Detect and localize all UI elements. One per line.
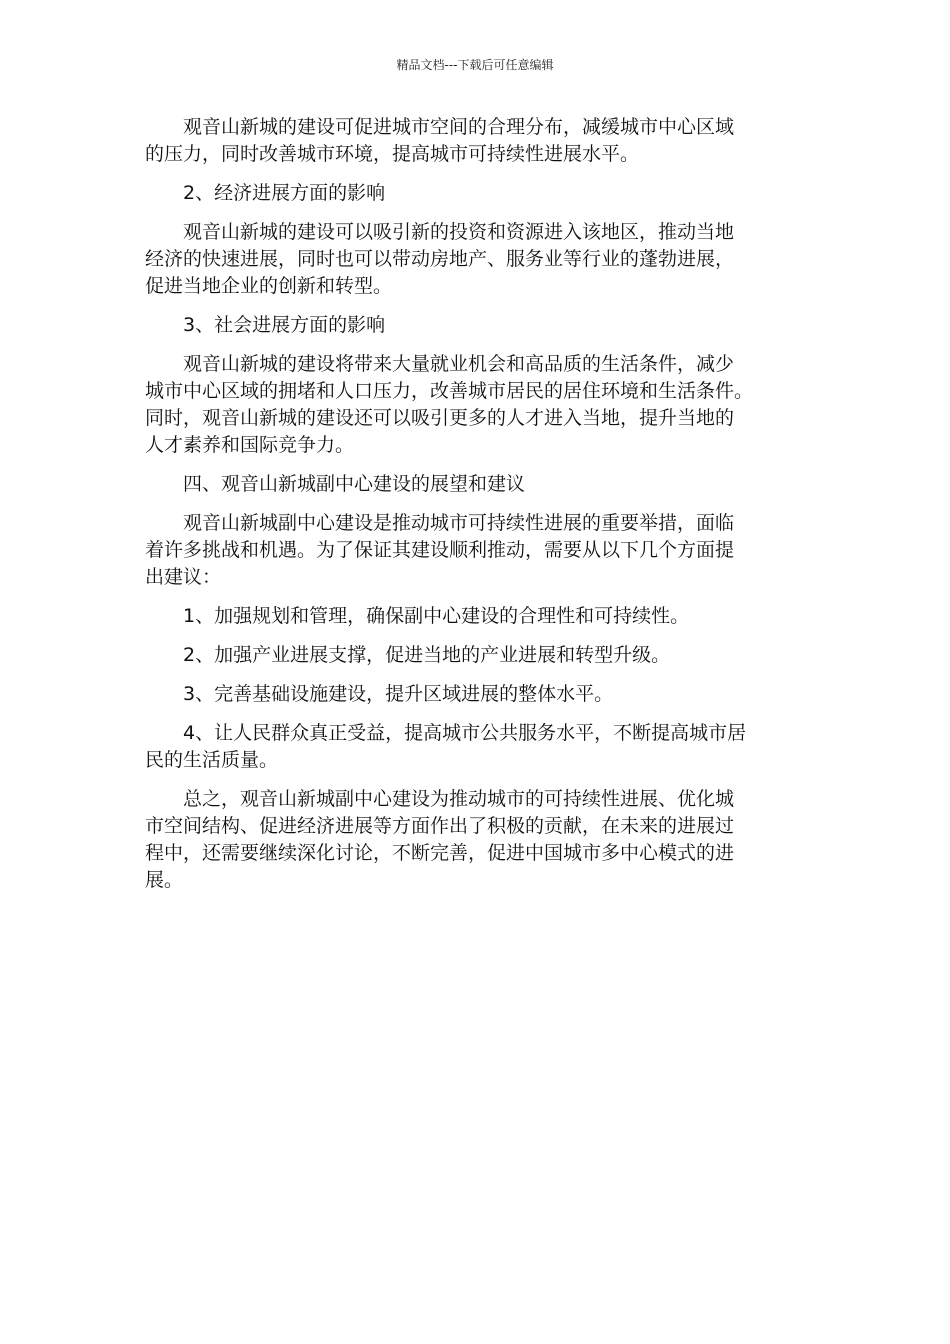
paragraph-urban-space: 观音山新城的建设可促进城市空间的合理分布，减缓城市中心区域 的压力，同时改善城市环境，提高城市可持续性进展水平。 xyxy=(145,116,735,165)
paragraph-social-impact: 观音山新城的建设将带来大量就业机会和高品质的生活条件，减少 城市中心区域的拥堵和人口压力，改善城市居民的居住环境和生活条件。 同时，观音山新城的建设还可以吸引更多的人才进入当地，提升当地的 人才素养和国际竞争力。 xyxy=(145,353,754,456)
paragraph-conclusion: 总之，观音山新城副中心建设为推动城市的可持续性进展、优化城 市空间结构、促进经济进展等方面作出了积极的贡献，在未来的进展过 程中，还需要继续深化讨论，不断完善，促进中国城市多中心模式的进 展。 xyxy=(145,788,735,891)
suggestion-item-3: 3、完善基础设施建设，提升区域进展的整体水平。 xyxy=(183,683,614,705)
heading-outlook: 四、观音山新城副中心建设的展望和建议 xyxy=(183,473,526,495)
suggestion-item-4: 4、让人民群众真正受益，提高城市公共服务水平，不断提高城市居 民的生活质量。 xyxy=(145,722,747,771)
heading-economic-impact: 2、经济进展方面的影响 xyxy=(183,182,386,204)
document-body xyxy=(145,114,810,906)
paragraph-economic-impact: 观音山新城的建设可以吸引新的投资和资源进入该地区，推动当地 经济的快速进展，同时也可以带动房地产、服务业等行业的蓬勃进展， 促进当地企业的创新和转型。 xyxy=(145,221,735,297)
suggestion-item-1: 1、加强规划和管理，确保副中心建设的合理性和可持续性。 xyxy=(183,605,690,627)
page-header: 精品文档---下载后可任意编辑 xyxy=(396,58,554,72)
paragraph-outlook: 观音山新城副中心建设是推动城市可持续性进展的重要举措，面临 着许多挑战和机遇。为了保证其建设顺利推动，需要从以下几个方面提 出建议： xyxy=(145,512,735,588)
suggestion-item-2: 2、加强产业进展支撑，促进当地的产业进展和转型升级。 xyxy=(183,644,671,666)
heading-social-impact: 3、社会进展方面的影响 xyxy=(183,314,386,336)
